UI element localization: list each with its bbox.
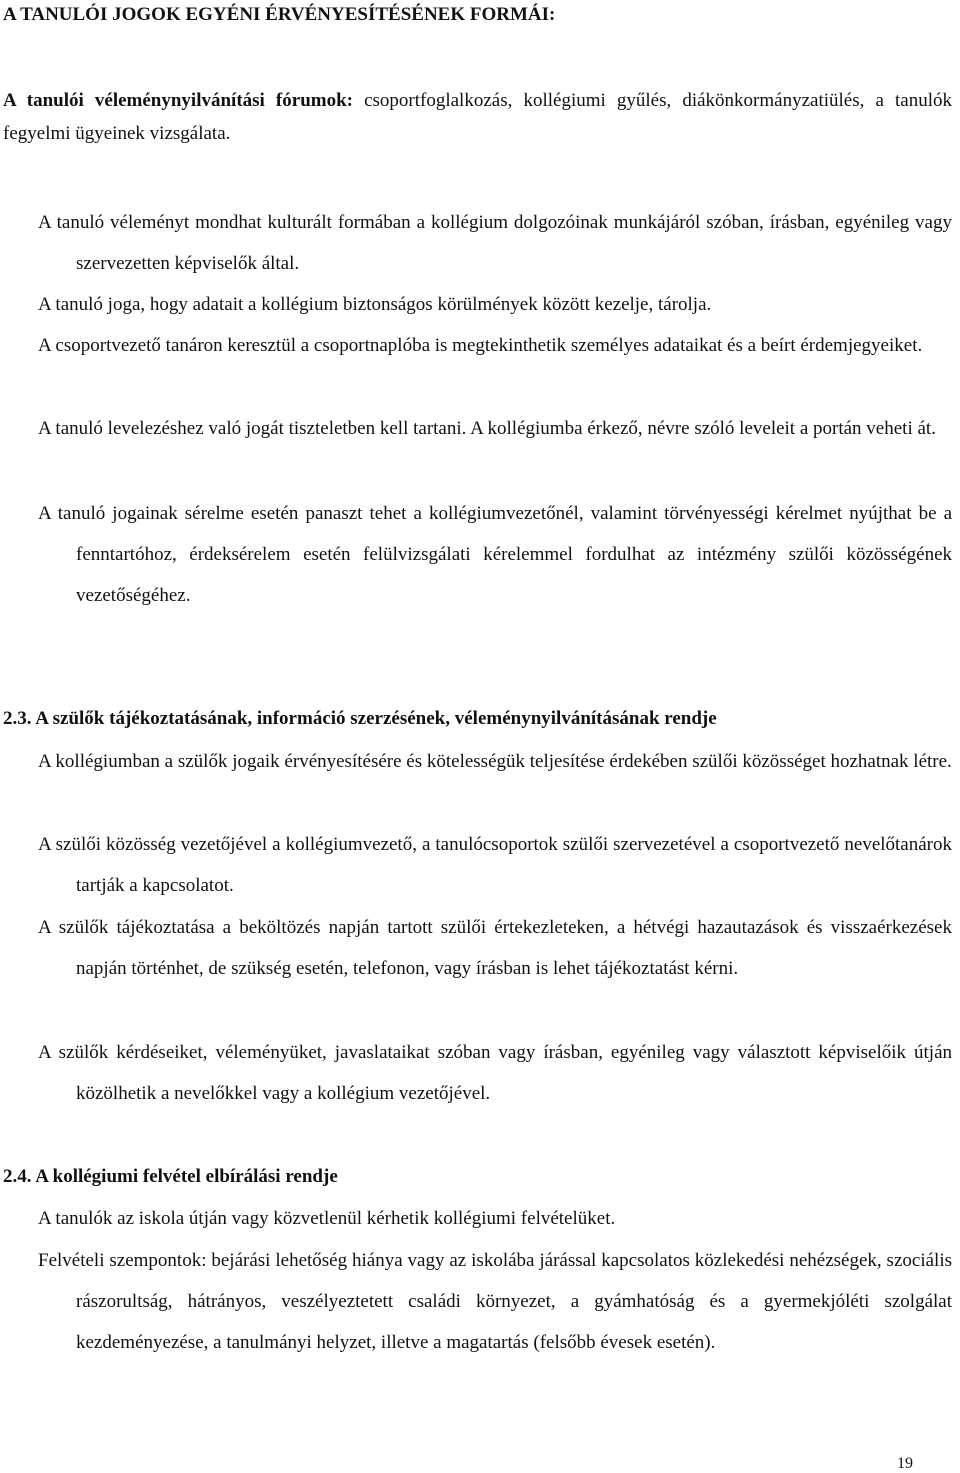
section2-paragraph-2: A szülői közösség vezetőjével a kollégiumvezető, a tanulócsoportok szülői szervezetével a csoportvezető nevelőtanárok tartják a kapcsolatot. <box>38 834 952 896</box>
section2-paragraph-1: A kollégiumban a szülők jogaik érvényesítésére és kötelességük teljesítése érdekében szülői közösséget hozhatnak létre. <box>38 751 952 772</box>
section-title-2-4: 2.4. A kollégiumi felvétel elbírálási rendje <box>3 1166 338 1187</box>
section2-paragraph-4: A szülők kérdéseiket, véleményüket, javaslataikat szóban vagy írásban, egyénileg vagy választott képviselőik útján közölhetik a nevelőkkel vagy a kollégium vezetőjével. <box>38 1042 952 1104</box>
section3-paragraph-2: Felvételi szempontok: bejárási lehetőség hiánya vagy az iskolába járással kapcsolatos közlekedési nehézségek, szociális rászorultság, hátrányos, veszélyeztetett családi környezet, a gyámhatóság és a gyermekjóléti szolgálat kezdeményezése, a tanulmányi helyzet, illetve a magatartás (felsőbb évesek esetén). <box>38 1250 952 1353</box>
section1-paragraph-4: A tanuló levelezéshez való jogát tiszteletben kell tartani. A kollégiumba érkező, névre szóló leveleit a portán veheti át. <box>38 418 936 439</box>
intro-bold-label: A tanulói véleménynyilvánítási fórumok: <box>3 90 353 111</box>
section2-paragraph-3: A szülők tájékoztatása a beköltözés napján tartott szülői értekezleteken, a hétvégi hazautazások és visszaérkezések napján történhet, de szükség esetén, telefonon, vagy írásban is lehet tájékoztatást kérni. <box>38 917 952 979</box>
section3-paragraph-1: A tanulók az iskola útján vagy közvetlenül kérhetik kollégiumi felvételüket. <box>38 1208 616 1229</box>
page-number: 19 <box>897 1455 913 1472</box>
intro-paragraph <box>3 84 952 150</box>
section-title-2-3: 2.3. A szülők tájékoztatásának, információ szerzésének, véleménynyilvánításának rendje <box>3 708 717 729</box>
section1-paragraph-2: A tanuló joga, hogy adatait a kollégium biztonságos körülmények között kezelje, tárolja. <box>38 294 712 315</box>
section1-paragraph-5: A tanuló jogainak sérelme esetén panaszt tehet a kollégiumvezetőnél, valamint törvényességi kérelmet nyújthat be a fenntartóhoz, érdeksérelem esetén felülvizsgálati kérelemmel fordulhat az intézmény szülői közösségének vezetőségéhez. <box>38 503 952 606</box>
page-heading: A TANULÓI JOGOK EGYÉNI ÉRVÉNYESÍTÉSÉNEK FORMÁI: <box>3 4 556 25</box>
section1-paragraph-3: A csoportvezető tanáron keresztül a csoportnaplóba is megtekinthetik személyes adataikat és a beírt érdemjegyeiket. <box>38 335 923 356</box>
section1-paragraph-1: A tanuló véleményt mondhat kulturált formában a kollégium dolgozóinak munkájáról szóban, írásban, egyénileg vagy szervezetten képviselők által. <box>38 212 952 274</box>
intro-text: csoportfoglalkozás, kollégiumi gyűlés, diákönkormányzatiülés, a tanulók fegyelmi ügyeinek vizsgálata. <box>3 90 952 144</box>
